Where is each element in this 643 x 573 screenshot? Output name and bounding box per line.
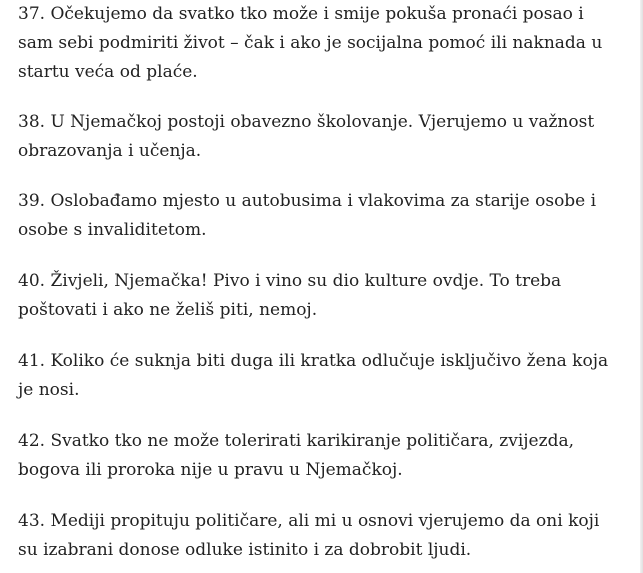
text-line: bogova ili proroka nije u pravu u Njemačkoj. xyxy=(18,460,403,480)
text-line: 39. Oslobađamo mjesto u autobusima i vlakovima za starije osobe i xyxy=(18,191,597,211)
text-line: 38. U Njemačkoj postoji obavezno školovanje. Vjerujemo u važnost xyxy=(18,112,595,132)
text-line: 40. Živjeli, Njemačka! Pivo i vino su dio kulture ovdje. To treba xyxy=(18,271,562,291)
list-item-41 xyxy=(18,347,626,405)
list-item-39 xyxy=(18,187,626,245)
text-line: 43. Mediji propituju političare, ali mi u osnovi vjerujemo da oni koji xyxy=(18,511,600,531)
text-line: sam sebi podmiriti život – čak i ako je socijalna pomoć ili naknada u xyxy=(18,33,603,53)
text-line: poštovati i ako ne želiš piti, nemoj. xyxy=(18,300,318,320)
list-item-38 xyxy=(18,108,626,166)
text-line: osobe s invaliditetom. xyxy=(18,220,207,240)
text-line: je nosi. xyxy=(18,380,80,400)
text-line: obrazovanja i učenja. xyxy=(18,141,202,161)
text-line: 37. Očekujemo da svatko tko može i smije pokuša pronaći posao i xyxy=(18,4,584,24)
list-item-43 xyxy=(18,507,626,565)
text-line: 42. Svatko tko ne može tolerirati karikiranje političara, zvijezda, xyxy=(18,431,574,451)
list-item-42 xyxy=(18,427,626,485)
list-item-40 xyxy=(18,267,626,325)
text-line: 41. Koliko će suknja biti duga ili kratka odlučuje isključivo žena koja xyxy=(18,351,609,371)
list-item-37 xyxy=(18,0,626,87)
text-line: su izabrani donose odluke istinito i za dobrobit ljudi. xyxy=(18,540,472,560)
text-line: startu veća od plaće. xyxy=(18,62,198,82)
